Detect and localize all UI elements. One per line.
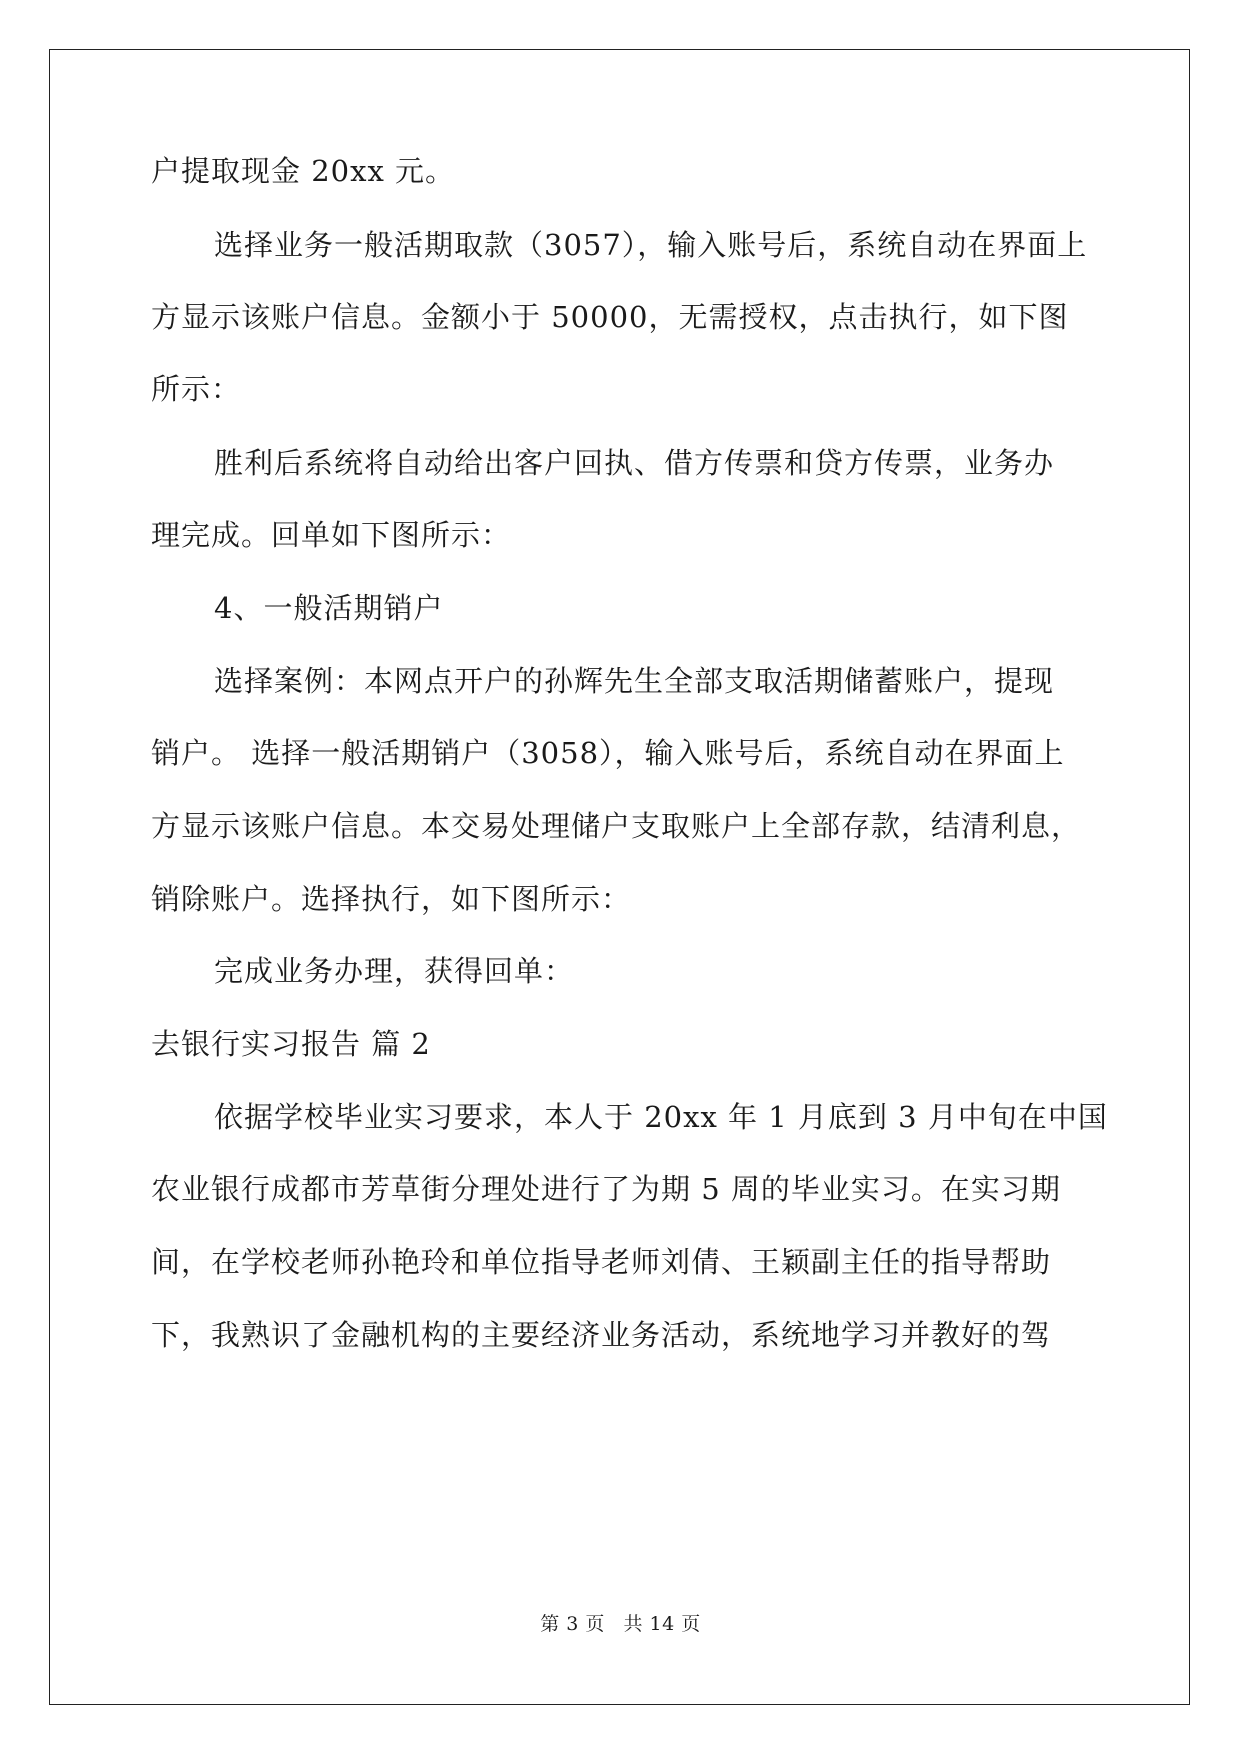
text-line: 户提取现金 20xx 元。 bbox=[151, 154, 456, 188]
text-line: 销除账户。选择执行，如下图所示： bbox=[151, 882, 632, 916]
paragraph-start: 完成业务办理，获得回单： bbox=[214, 954, 575, 988]
section-heading: 4、一般活期销户 bbox=[214, 591, 444, 625]
text-line: 下，我熟识了金融机构的主要经济业务活动，系统地学习并教好的驾 bbox=[151, 1318, 1052, 1352]
paragraph-start: 选择业务一般活期取款（3057），输入账号后，系统自动在界面上 bbox=[214, 228, 1088, 262]
paragraph-start: 依据学校毕业实习要求，本人于 20xx 年 1 月底到 3 月中旬在中国 bbox=[214, 1100, 1108, 1134]
page-number: 第 3 页 bbox=[540, 1613, 605, 1635]
text-line: 农业银行成都市芳草街分理处进行了为期 5 周的毕业实习。在实习期 bbox=[151, 1172, 1061, 1206]
text-line: 理完成。回单如下图所示： bbox=[151, 518, 512, 552]
text-line: 间，在学校老师孙艳玲和单位指导老师刘倩、王颖副主任的指导帮助 bbox=[151, 1245, 1052, 1279]
page-footer bbox=[0, 1612, 1241, 1636]
page-total: 共 14 页 bbox=[623, 1613, 701, 1635]
report-title: 去银行实习报告 篇 2 bbox=[151, 1027, 431, 1061]
text-line: 方显示该账户信息。本交易处理储户支取账户上全部存款，结清利息， bbox=[151, 809, 1082, 843]
paragraph-start: 胜利后系统将自动给出客户回执、借方传票和贷方传票，业务办 bbox=[214, 446, 1055, 480]
text-line: 销户。 选择一般活期销户（3058），输入账号后，系统自动在界面上 bbox=[151, 736, 1065, 770]
paragraph-start: 选择案例：本网点开户的孙辉先生全部支取活期储蓄账户，提现 bbox=[214, 664, 1055, 698]
text-line: 方显示该账户信息。金额小于 50000，无需授权，点击执行，如下图 bbox=[151, 300, 1069, 334]
text-line: 所示： bbox=[151, 372, 242, 406]
